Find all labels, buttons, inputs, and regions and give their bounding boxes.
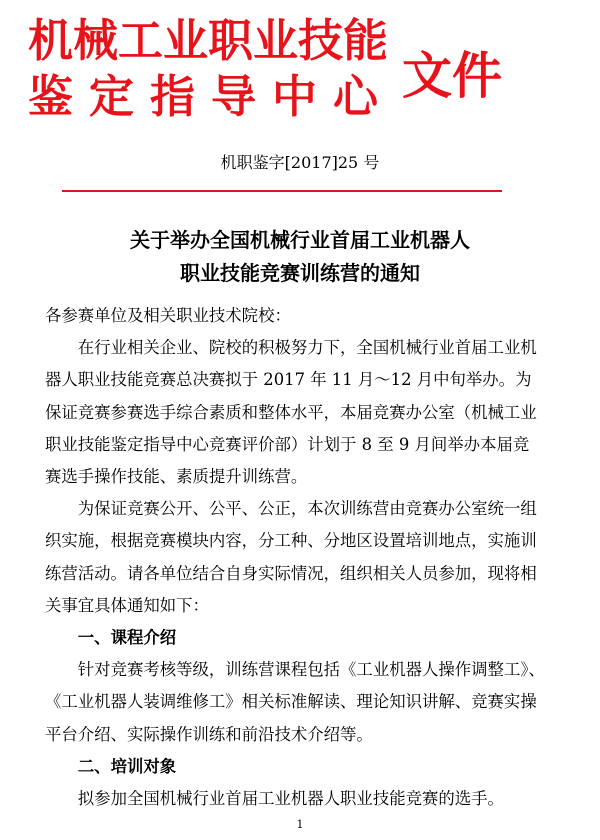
page-number: 1 bbox=[296, 818, 304, 831]
issuing-org-line-1: 机械工业职业技能 bbox=[28, 14, 389, 67]
section-1-text: 针对竞赛考核等级，训练营课程包括《工业机器人操作调整工》、《工业机器人装调维修工》相关标准解读、理论知识讲解、竞赛实操平台介绍、实际操作训练和前沿技术介绍等。 bbox=[45, 660, 545, 744]
section-1-heading: 一、课程介绍 bbox=[77, 628, 177, 648]
document-title-line-1: 关于举办全国机械行业首届工业机器人 bbox=[130, 228, 470, 252]
salutation: 各参赛单位及相关职业技术院校： bbox=[45, 306, 291, 325]
paragraph-1: 在行业相关企业、院校的积极努力下，全国机械行业首届工业机器人职业技能竞赛总决赛拟于 2017 年 11 月～12 月中旬举办。为保证竞赛参赛选手综合素质和整体水平，本届竞赛办公室（机械工业职业技能鉴定指导中心竞赛评价部）计划于 8 至 9 月间举办本届竞赛选手操作技能、素质提升训练营。 bbox=[45, 338, 537, 487]
document-title-line-2: 职业技能竞赛训练营的通知 bbox=[180, 261, 420, 285]
red-divider-line bbox=[62, 190, 502, 192]
section-2-heading: 二、培训对象 bbox=[77, 756, 177, 776]
paragraph-2: 为保证竞赛公开、公平、公正，本次训练营由竞赛办公室统一组织实施，根据竞赛模块内容，分工种、分地区设置培训地点，实施训练营活动。请各单位结合自身实际情况，组织相关人员参加，现将相关事宜具体通知如下： bbox=[45, 499, 537, 615]
document-body bbox=[45, 300, 545, 815]
issuing-org-line-2: 鉴定指导中心 bbox=[28, 70, 395, 123]
document-number: 机职鉴字[2017]25 号 bbox=[220, 153, 380, 172]
section-2-text: 拟参加全国机械行业首届工业机器人职业技能竞赛的选手。 bbox=[77, 789, 504, 809]
document-type-label: 文件 bbox=[402, 47, 502, 105]
